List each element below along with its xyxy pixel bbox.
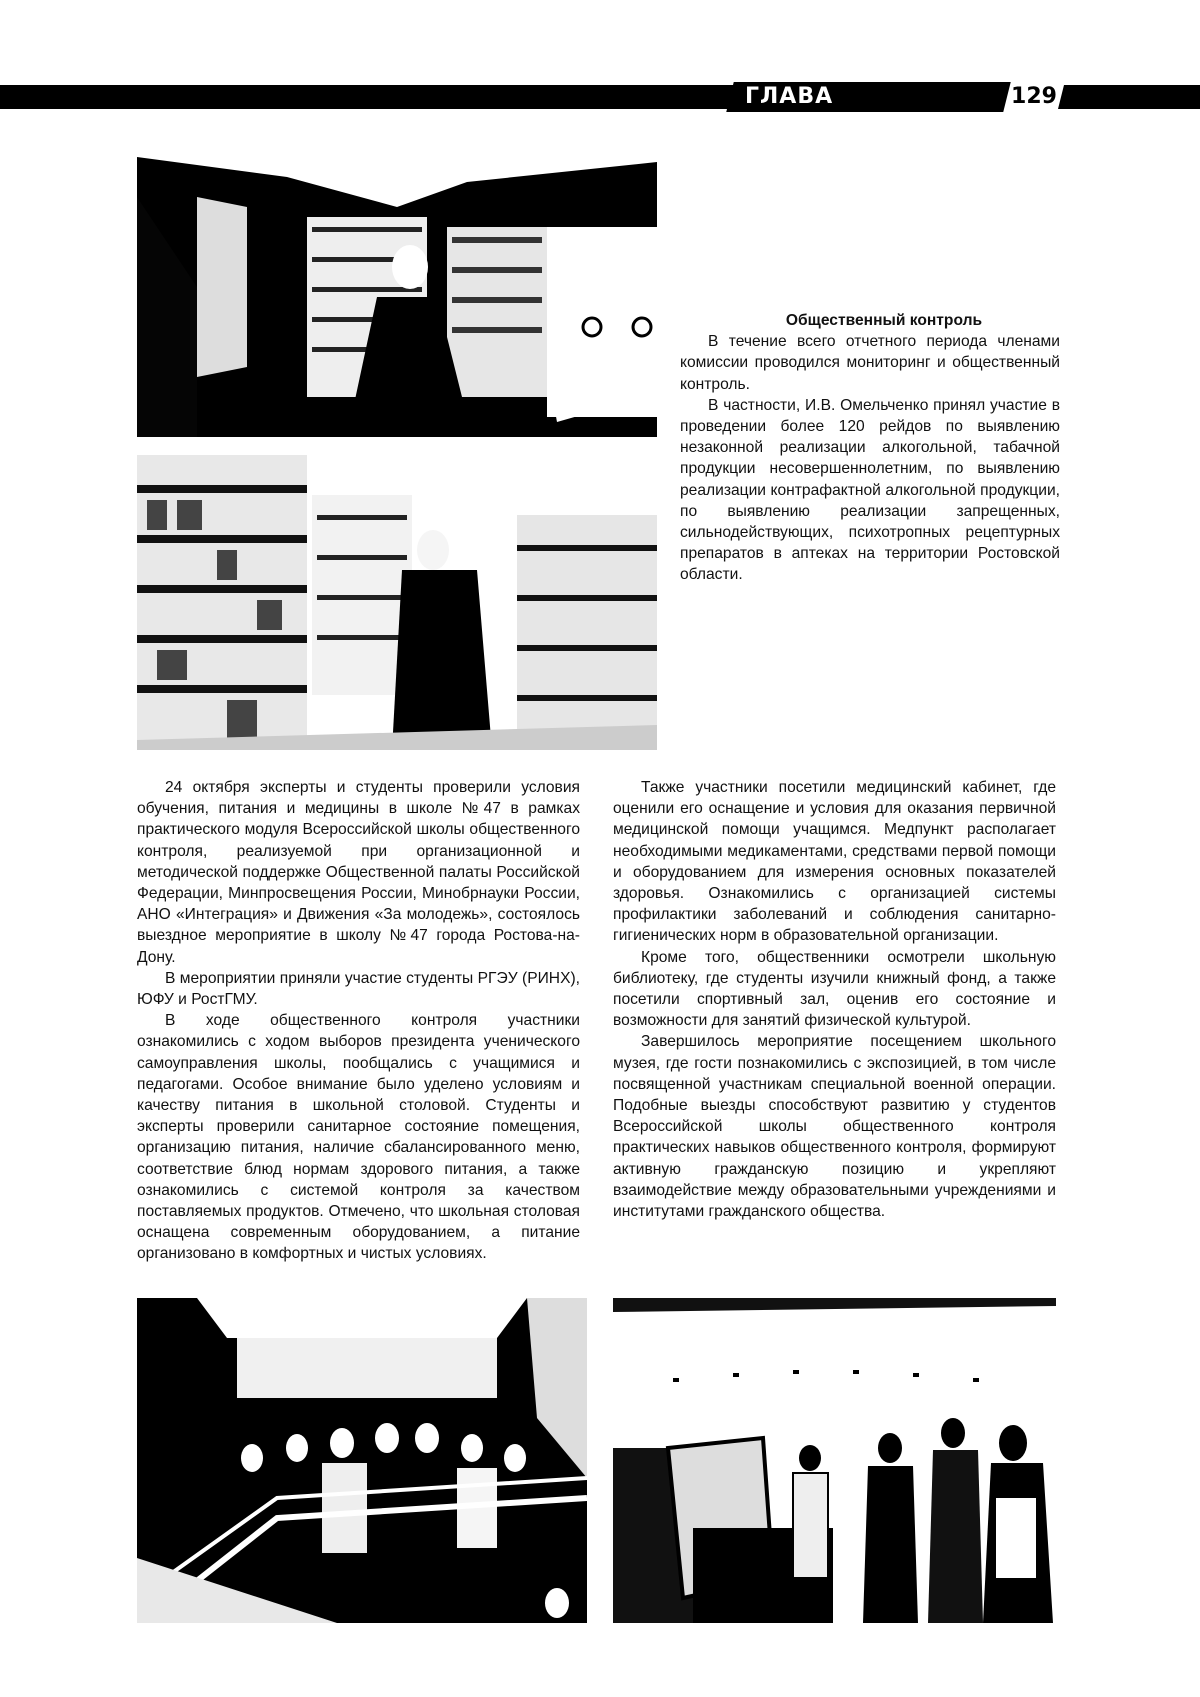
right-paragraph: Завершилось мероприятие посещением школьного музея, где гости познакомились с экспозицией, в том числе посвященной участникам специальной военной операции. Подобные выезды способствуют развитию у студентов Всероссийской школы общественного контроля практических навыков общественного контроля, формируют активную гражданскую позицию и укрепляют взаимодействие между образовательными учреждениями и институтами гражданского общества.	[613, 1033, 1056, 1221]
left-column-text	[137, 777, 580, 1265]
sidebar-paragraph: В частности, И.В. Омельченко принял участие в проведении более 120 рейдов по выявлению незаконной реализации алкогольной, табачной продукции несовершеннолетним, по выявлению реализации контрафактной алкогольной продукции, по выявлению реализации запрещенных, сильнодействующих, психотропных рецептурных препаратов в аптеках на территории Ростовской области.	[680, 396, 1060, 584]
page-number: 129	[1011, 84, 1057, 109]
photo-pharmacy-inspection-1	[137, 137, 657, 437]
photo-group-stairs	[137, 1298, 587, 1623]
right-column-text	[613, 777, 1056, 1222]
sidebar-paragraph: В течение всего отчетного периода членами комиссии проводился мониторинг и общественный контроль.	[680, 333, 1060, 393]
left-paragraph: 24 октября эксперты и студенты проверили условия обучения, питания и медицины в школе №47 в рамках практического модуля Всероссийской школы общественного контроля, реализуемой при организационной и методической поддержке Общественной палаты Российской Федерации, Минпросвещения России, Минобрнауки России, АНО «Интеграция» и Движения «За молодежь», состоялось выездное мероприятие в школу №47 города Ростова-на-Дону.	[137, 779, 580, 966]
sidebar-text	[680, 310, 1060, 586]
chapter-title: ГЛАВА 7.2	[745, 84, 834, 137]
section-title: Общественный контроль	[785, 312, 983, 329]
left-paragraph: В ходе общественного контроля участники ознакомились с ходом выборов президента ученического самоуправления школы, пообщались с учащимися и педагогами. Особое внимание было уделено условиям и качеству питания в школьной столовой. Студенты и эксперты проверили санитарное состояние помещения, организацию питания, наличие сбалансированного меню, соответствие блюд нормам здорового питания, а также ознакомились с системой контроля за качеством поставляемых продуктов. Отмечено, что школьная столовая оснащена современным оборудованием, а питание организовано в комфортных и чистых условиях.	[137, 1012, 580, 1263]
left-paragraph: В мероприятии приняли участие студенты РГЭУ (РИНХ), ЮФУ и РостГМУ.	[137, 969, 580, 1009]
right-paragraph: Кроме того, общественники осмотрели школьную библиотеку, где студенты изучили книжный фонд, а также посетили спортивный зал, оценив его состояние и возможности для занятий физической культурой.	[613, 948, 1056, 1030]
photo-pharmacy-inspection-2	[137, 455, 657, 750]
right-paragraph: Также участники посетили медицинский кабинет, где оценили его оснащение и условия для оказания первичной медицинской помощи учащимся. Медпункт располагает необходимыми медикаментами, средствами первой помощи и оборудованием для измерения основных показателей здоровья. Ознакомились с организацией системы профилактики заболеваний и соблюдения санитарно-гигиенических норм в образовательной организации.	[613, 779, 1056, 945]
photo-canteen-visit	[613, 1298, 1056, 1623]
